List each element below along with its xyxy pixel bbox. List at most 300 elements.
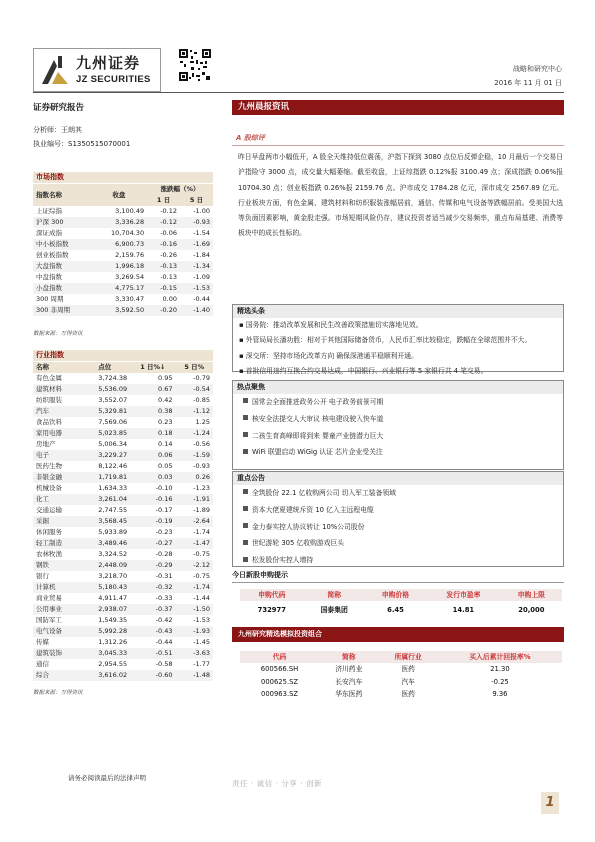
industry-name: 国防军工 [36, 616, 62, 624]
index-name: 沪深 300 [33, 217, 91, 228]
industry-1d-change: 0.23 [158, 418, 173, 426]
table-row [33, 305, 213, 316]
table-row [33, 505, 213, 516]
index-5d-change: -1.00 [193, 207, 210, 215]
ipo-code: 732977 [257, 605, 286, 614]
index-close: 2,159.76 [115, 251, 145, 259]
industry-points: 1,719.81 [79, 472, 130, 483]
legal-disclaimer-note: 请务必阅读最后的法律声明 [68, 774, 146, 782]
announcement-item [233, 552, 563, 569]
ipo-col-header: 申购代码 [240, 589, 304, 601]
table-row [33, 538, 213, 549]
index-1d-change: -0.20 [147, 305, 180, 316]
table-row [33, 626, 213, 637]
industry-name: 建筑装饰 [33, 648, 79, 659]
portfolio-ret: -0.25 [491, 677, 509, 686]
table-row [33, 217, 213, 228]
industry-5d-change: -1.53 [193, 616, 210, 624]
industry-1d-change: -0.19 [130, 516, 175, 527]
ipo-table [240, 589, 562, 619]
bullet-square-icon [243, 398, 248, 403]
headline-text: 外管局局长潘功胜：相对于其他国际储备货币，人民币汇率比较稳定，跌幅在全球范围并不大。 [245, 336, 532, 345]
table-row [33, 483, 213, 494]
industry-1d-change: -0.33 [155, 594, 173, 602]
industry-1d-change: 0.06 [130, 450, 175, 461]
industry-1d-change: -0.16 [130, 494, 175, 505]
table-row [240, 676, 562, 689]
table-row [33, 384, 213, 395]
index-5d-change: -1.69 [180, 239, 213, 250]
table-row [33, 206, 213, 217]
table-row [33, 294, 213, 305]
col-change: 涨跌幅（%） [147, 184, 213, 195]
industry-5d-change: -1.47 [176, 538, 214, 549]
col-1d-pct: 1 日%↓ [130, 362, 175, 373]
industry-1d-change: -0.31 [155, 572, 173, 580]
table-row [240, 663, 562, 676]
industry-1d-change: -0.29 [130, 560, 175, 571]
industry-5d-change: -1.48 [176, 670, 214, 681]
analyst-name: 分析师：王朗其 [33, 126, 82, 134]
industry-1d-change: 0.18 [130, 428, 175, 439]
index-1d-change: -0.13 [160, 273, 178, 281]
table-row [33, 272, 213, 283]
bullet-icon: ▪ [239, 351, 246, 360]
table-row [33, 373, 213, 384]
industry-5d-change: -1.74 [193, 528, 210, 536]
announcement-item [233, 502, 563, 519]
index-1d-change: -0.15 [147, 283, 180, 294]
table-row [33, 450, 213, 461]
industry-5d-change: -1.91 [176, 494, 214, 505]
industry-index-table [33, 362, 213, 681]
market-index-table [33, 184, 213, 316]
industry-points: 1,549.35 [98, 616, 128, 624]
industry-name: 建筑材料 [33, 384, 79, 395]
industry-name: 休闲服务 [36, 528, 62, 536]
hot-topics-heading: 热点聚焦 [233, 381, 563, 394]
hot-topics-panel [232, 380, 564, 470]
portfolio-name: 济川药业 [335, 665, 363, 673]
table-row [33, 593, 213, 604]
index-1d-change: 0.00 [162, 295, 178, 303]
industry-name: 轻工制造 [33, 538, 79, 549]
industry-5d-change: -0.56 [193, 440, 210, 448]
industry-points: 2,938.07 [79, 604, 130, 615]
industry-points: 3,552.07 [98, 396, 128, 404]
headline-item [233, 364, 563, 380]
industry-name: 医药生物 [36, 462, 62, 470]
industry-points: 3,489.46 [79, 538, 130, 549]
table-row [33, 428, 213, 439]
industry-points: 3,324.52 [98, 550, 128, 558]
industry-5d-change: 1.25 [195, 418, 210, 426]
index-name: 中盘指数 [36, 273, 62, 281]
ipo-col-header: 发行市盈率 [426, 589, 501, 601]
index-5d-change: -1.54 [193, 229, 210, 237]
industry-points: 5,180.43 [79, 582, 130, 593]
hot-topic-item [233, 444, 563, 461]
industry-1d-change: 0.95 [158, 374, 173, 382]
industry-name: 非银金融 [33, 472, 79, 483]
industry-5d-change: -1.50 [176, 604, 214, 615]
table-row [33, 239, 213, 250]
industry-points: 2,954.55 [98, 660, 128, 668]
industry-points: 5,933.89 [98, 528, 128, 536]
industry-index-heading: 行业指数 [33, 350, 213, 361]
industry-1d-change: -0.32 [130, 582, 175, 593]
col-points: 点位 [79, 362, 130, 373]
ipo-limit: 20,000 [518, 605, 545, 614]
industry-1d-change: 0.67 [130, 384, 175, 395]
report-date: 2016 年 11 月 01 日 [494, 79, 562, 87]
industry-1d-change: -0.58 [155, 660, 173, 668]
col-close: 收盘 [91, 184, 147, 206]
industry-1d-change: 0.05 [158, 462, 173, 470]
industry-1d-change: -0.37 [130, 604, 175, 615]
industry-1d-change: 0.14 [158, 440, 173, 448]
industry-5d-change: -1.12 [176, 406, 214, 417]
bullet-icon: ▪ [239, 336, 246, 345]
announcement-item [233, 485, 563, 502]
announcement-item [233, 535, 563, 552]
market-index-heading: 市场指数 [33, 172, 213, 183]
ipo-col-header: 简称 [304, 589, 365, 601]
header-divider [33, 92, 564, 93]
portfolio-table [240, 651, 562, 701]
industry-5d-change: -1.59 [176, 450, 214, 461]
portfolio-industry: 汽车 [401, 677, 415, 686]
company-logo [33, 48, 161, 92]
col-5d: 5 日 [180, 195, 213, 206]
col-1d: 1 日 [147, 195, 180, 206]
index-close: 4,775.17 [91, 283, 147, 294]
company-slogan: 责任 · 诚信 · 分享 · 创新 [232, 779, 322, 788]
industry-1d-change: 0.03 [130, 472, 175, 483]
industry-source-note: 数据来源：万得资讯 [33, 690, 83, 696]
portfolio-heading: 九州研究精选模拟投资组合 [232, 627, 564, 642]
industry-name: 汽车 [33, 406, 79, 417]
industry-name: 农林牧渔 [36, 550, 62, 558]
industry-name: 综合 [33, 670, 79, 681]
industry-1d-change: -0.10 [155, 484, 173, 492]
col-industry-name: 名称 [33, 362, 79, 373]
industry-1d-change: -0.23 [155, 528, 173, 536]
industry-points: 3,616.02 [79, 670, 130, 681]
portfolio-ret: 9.36 [492, 690, 508, 698]
ipo-col-header: 申购上限 [501, 589, 562, 601]
industry-5d-change: -2.12 [176, 560, 214, 571]
headline-text: 首批信用违约互换合约交易达成，中国银行、兴业银行等 5 家银行共 4 笔交易。 [245, 367, 488, 376]
headline-item [233, 349, 563, 365]
index-name: 小盘指数 [33, 283, 91, 294]
industry-name: 有色金属 [36, 374, 62, 382]
industry-5d-change: -1.74 [176, 582, 214, 593]
industry-name: 计算机 [33, 582, 79, 593]
index-5d-change: -1.09 [193, 273, 210, 281]
industry-name: 采掘 [33, 516, 79, 527]
index-close: 3,269.54 [115, 273, 145, 281]
headlines-panel [232, 304, 564, 376]
table-row [33, 648, 213, 659]
industry-5d-change: -2.64 [176, 516, 214, 527]
announcement-item-text: 全筑股份 22.1 亿收购两公司 切入军工装备领域 [252, 488, 396, 497]
industry-points: 5,023.85 [79, 428, 130, 439]
industry-name: 食品饮料 [36, 418, 62, 426]
industry-name: 通信 [36, 660, 49, 668]
portfolio-code: 000963.SZ [261, 690, 299, 698]
index-close: 6,900.73 [91, 239, 147, 250]
industry-1d-change: -0.27 [130, 538, 175, 549]
table-row [33, 615, 213, 626]
portfolio-industry: 医药 [401, 665, 415, 673]
index-5d-change: -1.34 [180, 261, 213, 272]
industry-points: 8,122.46 [98, 462, 128, 470]
industry-5d-change: -0.85 [193, 396, 210, 404]
industry-points: 3,229.27 [79, 450, 130, 461]
industry-name: 房地产 [36, 440, 56, 448]
industry-1d-change: -0.51 [130, 648, 175, 659]
industry-5d-change: -1.23 [193, 484, 210, 492]
industry-5d-change: -0.54 [176, 384, 214, 395]
table-row [33, 395, 213, 406]
portfolio-code: 000625.SZ [261, 677, 299, 686]
morning-news-title: 九州晨报资讯 [232, 100, 564, 115]
headline-item [233, 318, 563, 334]
industry-points: 3,045.33 [79, 648, 130, 659]
industry-1d-change: -0.43 [130, 626, 175, 637]
department-name: 战略和研究中心 [513, 65, 562, 73]
industry-points: 4,911.47 [98, 594, 128, 602]
industry-5d-change: -1.93 [176, 626, 214, 637]
announcement-item-text: 世纪游轮 305 亿收购游戏巨头 [252, 539, 345, 548]
analyst-license: 执业编号：S1350515070001 [33, 140, 131, 148]
headline-text: 深交所：坚持市场化改革方向 确保深港通平稳顺利开通。 [245, 351, 418, 360]
portfolio-col-header: 所属行业 [378, 651, 437, 663]
industry-name: 银行 [36, 572, 49, 580]
page-number: 1 [541, 792, 559, 814]
industry-1d-change: 0.38 [130, 406, 175, 417]
hot-topic-item-text: 二孩生育高峰即将到来 婴童产业链潜力巨大 [252, 431, 384, 440]
index-1d-change: -0.12 [147, 217, 180, 228]
index-1d-change: -0.06 [160, 229, 178, 237]
index-name: 中小板指数 [33, 239, 91, 250]
hot-topic-item-text: 国常会全面推进政务公开 电子政务前景可期 [252, 397, 384, 406]
announcement-item-text: 资本大佬夏建统斥资 10 亿入主远程电缆 [252, 505, 374, 514]
industry-points: 3,218.70 [98, 572, 128, 580]
ipo-heading: 今日新股申购提示 [232, 571, 564, 583]
industry-name: 交通运输 [36, 506, 62, 514]
table-row [33, 560, 213, 571]
hot-topic-item [233, 411, 563, 428]
hot-topic-item [233, 428, 563, 445]
index-1d-change: -0.26 [160, 251, 178, 259]
portfolio-name: 华东医药 [335, 690, 363, 698]
index-name: 300 周期 [36, 295, 64, 303]
industry-1d-change: -0.44 [155, 638, 173, 646]
col-index-name: 指数名称 [33, 184, 91, 206]
hot-topic-item [233, 394, 563, 411]
industry-points: 7,569.06 [98, 418, 128, 426]
industry-name: 家用电器 [33, 428, 79, 439]
industry-points: 2,747.55 [98, 506, 128, 514]
bullet-square-icon [243, 489, 248, 494]
industry-name: 传媒 [36, 638, 49, 646]
industry-points: 1,312.26 [98, 638, 128, 646]
table-row [33, 228, 213, 239]
table-row [33, 637, 213, 648]
headline-item [233, 333, 563, 349]
bullet-square-icon [243, 449, 248, 454]
a-share-divider [232, 145, 564, 146]
bullet-square-icon [243, 557, 248, 562]
index-1d-change: -0.16 [147, 239, 180, 250]
index-1d-change: -0.12 [160, 207, 178, 215]
bullet-square-icon [243, 506, 248, 511]
table-row [240, 688, 562, 701]
index-5d-change: -0.44 [193, 295, 210, 303]
index-name: 300 非周期 [33, 305, 91, 316]
industry-5d-change: -0.79 [193, 374, 210, 382]
market-source-note: 数据来源：万得资讯 [33, 331, 83, 337]
announcement-item-text: 金力泰实控人协议转让 10%公司股份 [252, 522, 365, 531]
bullet-square-icon [243, 415, 248, 420]
industry-name: 电子 [33, 450, 79, 461]
industry-name: 化工 [33, 494, 79, 505]
index-5d-change: -1.84 [193, 251, 210, 259]
industry-5d-change: -0.93 [193, 462, 210, 470]
table-row [33, 250, 213, 261]
industry-points: 5,006.34 [98, 440, 128, 448]
bullet-square-icon [243, 540, 248, 545]
portfolio-col-header: 简称 [319, 651, 378, 663]
table-row [33, 439, 213, 450]
industry-points: 3,261.04 [79, 494, 130, 505]
industry-name: 机械设备 [36, 484, 62, 492]
table-row [33, 527, 213, 538]
table-row [33, 472, 213, 483]
industry-1d-change: -0.42 [155, 616, 173, 624]
industry-name: 电气设备 [33, 626, 79, 637]
qr-code-icon [178, 48, 212, 82]
bullet-square-icon [243, 523, 248, 528]
table-row [33, 417, 213, 428]
index-close: 3,330.47 [115, 295, 145, 303]
index-5d-change: -1.53 [180, 283, 213, 294]
ipo-name: 国泰集团 [320, 605, 348, 614]
table-row [33, 571, 213, 582]
hot-topic-item-text: WiFi 联盟启动 WiGig 认证 芯片企业受关注 [252, 448, 383, 457]
index-5d-change: -0.93 [180, 217, 213, 228]
industry-name: 钢铁 [33, 560, 79, 571]
announcements-panel [232, 471, 564, 567]
report-type-title: 证券研究报告 [33, 103, 85, 113]
industry-points: 3,724.38 [98, 374, 128, 382]
announcement-item [233, 519, 563, 536]
industry-points: 5,992.28 [79, 626, 130, 637]
a-share-review-label: A 股综评 [236, 134, 265, 142]
announcement-item-text: 松发股份实控人增持 [252, 556, 314, 565]
table-row [33, 406, 213, 417]
industry-1d-change: 0.42 [158, 396, 173, 404]
table-row [33, 494, 213, 505]
index-close: 3,336.28 [91, 217, 147, 228]
industry-points: 5,536.09 [79, 384, 130, 395]
industry-1d-change: -0.60 [130, 670, 175, 681]
index-name: 深证成指 [36, 229, 62, 237]
ipo-col-header: 申购价格 [365, 589, 426, 601]
a-share-review-text: 昨日早盘两市小幅低开，A 股全天维持低位震荡，沪指下探到 3080 点位后反弹企稳，10 月最后一个交易日沪指险守 3000 点，成交量大幅萎缩。截至收盘，上证综指跌 0.12%报 3100.49 点；深成指跌 0.06%报 10704.30 点；创业板指跌 0.26%报 2159.76 点。沪市成交 1784.28 亿元，深市成交 2567.89 亿元。行业板块方面，有色金属、建筑材料和纺织服装涨幅居前，通信、传媒和电气设备等跌幅居前。受美国大选等负面因素影响，黄金股走强。市场短期风险仍存，建议投资者适当减少交易频率，重点布局基建、消费等板块中的成长性标的。 [238, 153, 563, 238]
index-close: 1,996.18 [91, 261, 147, 272]
portfolio-ret: 21.30 [490, 665, 510, 673]
portfolio-industry: 医药 [401, 690, 415, 698]
table-row [33, 549, 213, 560]
industry-5d-change: -1.24 [176, 428, 214, 439]
industry-5d-change: -1.45 [193, 638, 210, 646]
headlines-heading: 精选头条 [233, 305, 563, 318]
portfolio-code: 600566.SH [260, 665, 299, 673]
industry-5d-change: -1.89 [193, 506, 210, 514]
logo-english-name: JZ SECURITIES [76, 74, 151, 85]
index-1d-change: -0.13 [147, 261, 180, 272]
table-row [33, 461, 213, 472]
table-row [33, 283, 213, 294]
industry-points: 1,634.33 [98, 484, 128, 492]
index-close: 10,704.30 [111, 229, 145, 237]
headline-text: 国务院：推动改革发展和民生改善政策措施切实落地见效。 [245, 320, 423, 329]
table-row [33, 261, 213, 272]
industry-5d-change: -0.75 [193, 572, 210, 580]
industry-5d-change: 0.26 [176, 472, 214, 483]
announcements-heading: 重点公告 [233, 472, 563, 485]
ipo-price: 6.45 [387, 605, 404, 614]
table-row [33, 516, 213, 527]
table-row [33, 582, 213, 593]
logo-chinese-name: 九州证券 [76, 54, 141, 72]
index-name: 上证综指 [36, 207, 62, 215]
industry-points: 3,568.45 [79, 516, 130, 527]
table-row [33, 670, 213, 681]
bullet-icon: ▪ [239, 367, 246, 376]
portfolio-col-header: 买入后累计回报率% [438, 651, 562, 663]
index-close: 3,592.50 [91, 305, 147, 316]
index-5d-change: -1.40 [180, 305, 213, 316]
table-row [33, 659, 213, 670]
industry-1d-change: -0.17 [155, 506, 173, 514]
hot-topic-item-text: 核安全法提交人大审议 核电建设驶入快车道 [252, 414, 384, 423]
industry-points: 5,329.81 [79, 406, 130, 417]
industry-name: 纺织服装 [36, 396, 62, 404]
index-name: 创业板指数 [36, 251, 69, 259]
jz-logo-icon [40, 54, 70, 86]
col-5d-pct: 5 日% [176, 362, 214, 373]
industry-points: 2,448.09 [79, 560, 130, 571]
industry-name: 公用事业 [33, 604, 79, 615]
portfolio-name: 长安汽车 [335, 677, 363, 686]
portfolio-col-header: 代码 [240, 651, 319, 663]
table-row [33, 604, 213, 615]
industry-name: 商业贸易 [36, 594, 62, 602]
industry-1d-change: -0.28 [155, 550, 173, 558]
industry-5d-change: -1.44 [193, 594, 210, 602]
table-row [240, 601, 562, 619]
industry-5d-change: -0.75 [193, 550, 210, 558]
ipo-pe: 14.81 [452, 605, 475, 614]
index-name: 大盘指数 [33, 261, 91, 272]
industry-5d-change: -3.63 [176, 648, 214, 659]
bullet-icon: ▪ [239, 320, 246, 329]
index-close: 3,100.49 [115, 207, 145, 215]
